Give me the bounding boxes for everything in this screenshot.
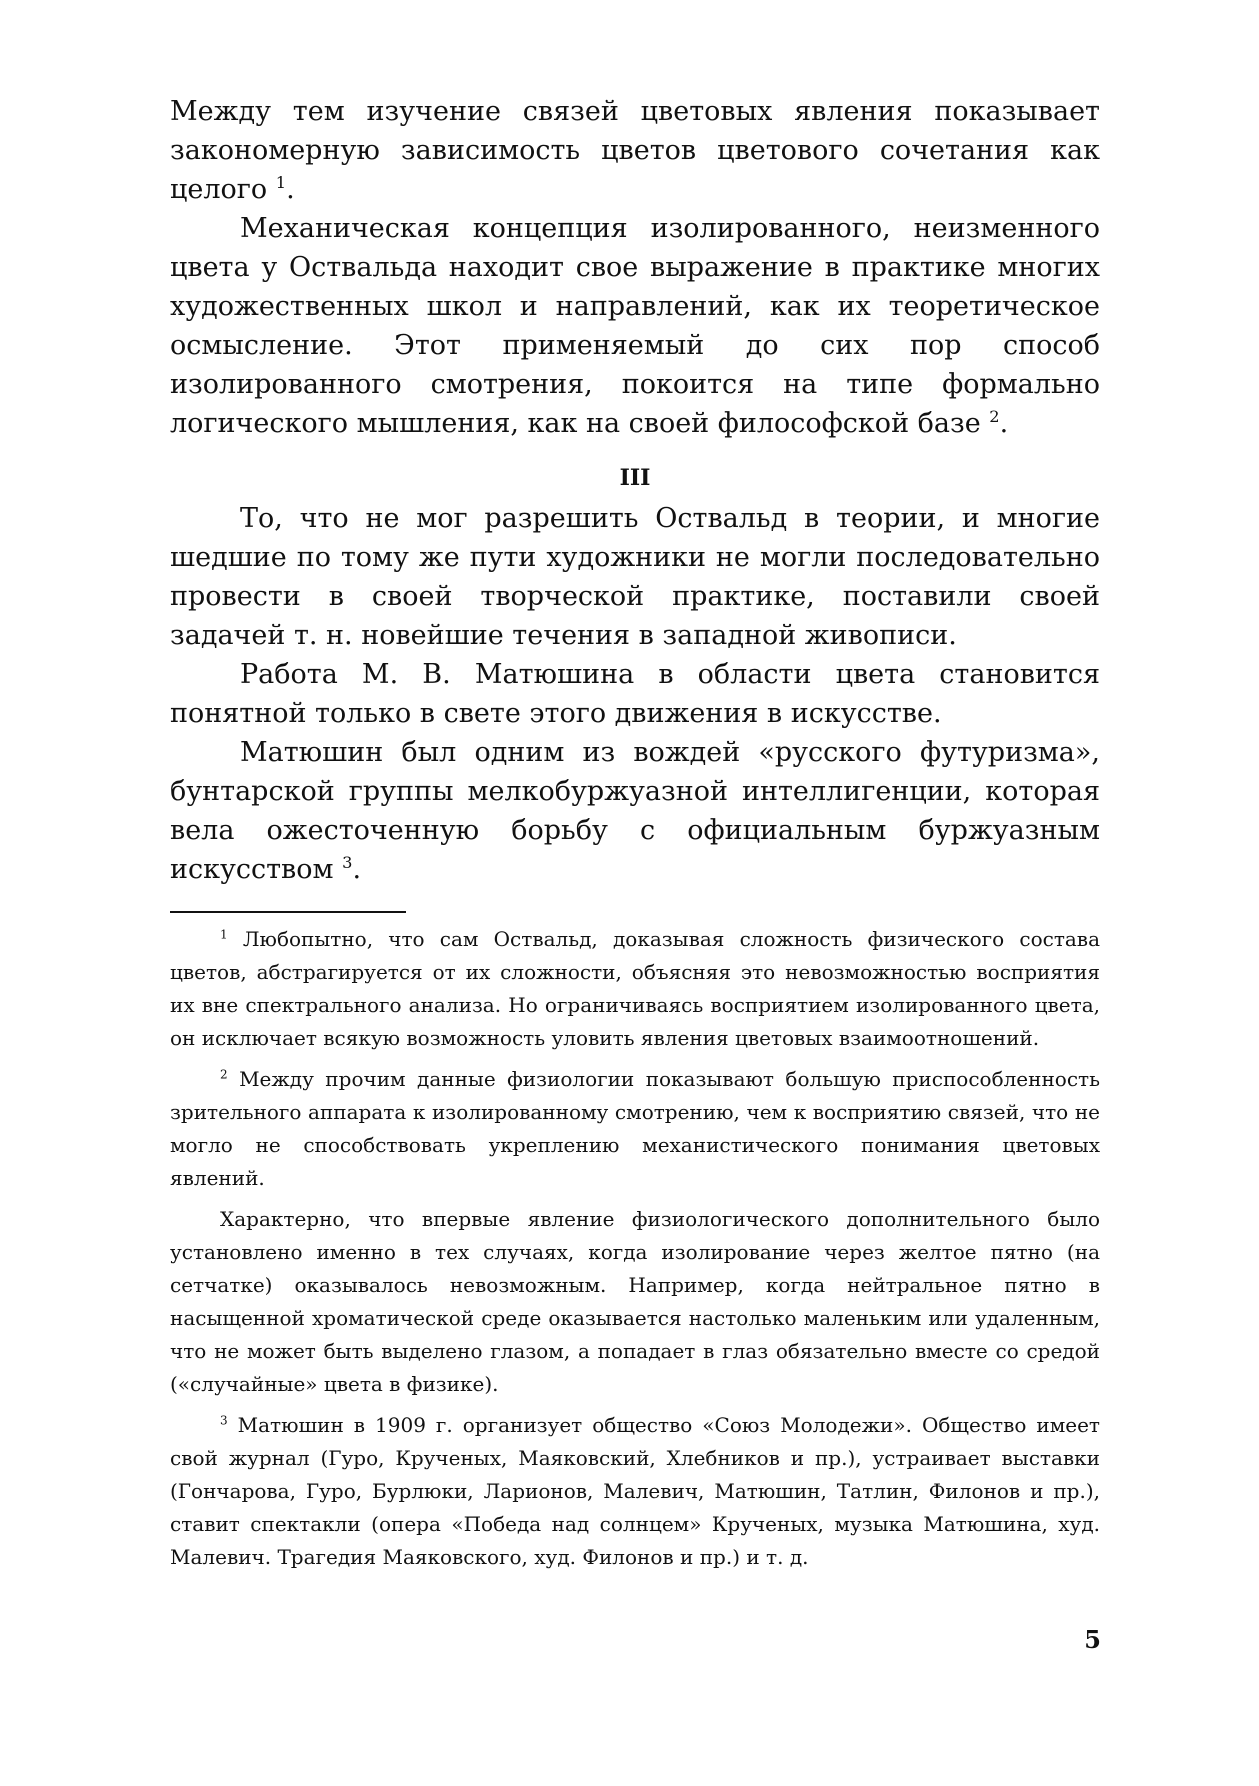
- paragraph-1-text: Между тем изучение связей цветовых явления показывает закономерную зависимость цветов цветового сочетания как целого: [170, 96, 1100, 205]
- footnote-2-marker: 2: [220, 1067, 228, 1082]
- footnote-ref-2: 2: [989, 407, 1000, 426]
- footnote-ref-1: 1: [275, 173, 287, 192]
- paragraph-4: Работа М. В. Матюшина в области цвета становится понятной только в свете этого движения в искусстве.: [170, 659, 1100, 729]
- page-content: [170, 92, 1100, 1582]
- paragraph-2: [170, 209, 1100, 443]
- paragraph-5-end: .: [352, 854, 362, 885]
- footnote-2-continued: Характерно, что впервые явление физиологического дополнительного было установлено именно в тех случаях, когда изолирование через желтое пятно (на сетчатке) оказывалось невозможным. Например, когда нейтральное пятно в насыщенной хроматической среде оказывается настолько маленьким или удаленным, что не может быть выделено глазом, а попадает в глаз обязательно вместе со средой («случайные» цвета в физике).: [170, 1207, 1100, 1396]
- section-text: [170, 499, 1100, 889]
- page-number: 5: [1084, 1625, 1101, 1654]
- paragraph-2-text: Механическая концепция изолированного, неизменного цвета у Оствальда находит свое выражение в практике многих художественных школ и направлений, как их теоретическое осмысление. Этот применяемый до сих пор способ изолированного смотрения, покоится на типе формально логического мышления, как на своей философской базе: [170, 213, 1100, 439]
- footnote-3-marker: 3: [220, 1413, 228, 1428]
- footnote-2-text: Между прочим данные физиологии показывают большую приспособленность зрительного аппарата к изолированному смотрению, чем к восприятию связей, что не могло не способствовать укреплению механистического понимания цветовых явлений.: [170, 1067, 1101, 1190]
- footnote-separator: [170, 911, 406, 913]
- footnote-1-marker: 1: [220, 927, 228, 942]
- main-text: [170, 92, 1100, 443]
- footnote-3-text: Матюшин в 1909 г. организует общество «Союз Молодежи». Общество имеет свой журнал (Гуро, Крученых, Маяковский, Хлебников и пр.), устраивает выставки (Гончарова, Гуро, Бурлюки, Ларионов, Малевич, Матюшин, Татлин, Филонов и пр.), ставит спектакли (опера «Победа над солнцем» Крученых, музыка Матюшина, худ. Малевич. Трагедия Маяковского, худ. Филонов и пр.) и т. д.: [170, 1413, 1100, 1569]
- paragraph-5-text: Матюшин был одним из вождей «русского футуризма», бунтарской группы мелкобуржуазной интеллигенции, которая вела ожесточенную борьбу с официальным буржуазным искусством: [170, 737, 1100, 885]
- footnote-1-text: Любопытно, что сам Оствальд, доказывая сложность физического состава цветов, абстрагируется от их сложности, объясняя это невозможностью восприятия их вне спектрального анализа. Но ограничиваясь восприятием изолированного цвета, он исключает всякую возможность уловить явления цветовых взаимоотношений.: [170, 927, 1100, 1050]
- footnotes: [170, 923, 1100, 1574]
- footnote-1: [170, 923, 1100, 1055]
- paragraph-2-end: .: [999, 408, 1009, 439]
- section-heading: III: [619, 465, 651, 491]
- footnote-3: [170, 1409, 1100, 1574]
- paragraph-3: То, что не мог разрешить Оствальд в теории, и многие шедшие по тому же пути художники не могли последовательно провести в своей творческой практике, поставили своей задачей т. н. новейшие течения в западной живописи.: [170, 503, 1100, 651]
- paragraph-1-end: .: [286, 174, 295, 205]
- paragraph-5: [170, 733, 1100, 889]
- footnote-ref-3: 3: [342, 853, 353, 872]
- paragraph-1: [170, 92, 1100, 209]
- footnote-2: [170, 1063, 1100, 1195]
